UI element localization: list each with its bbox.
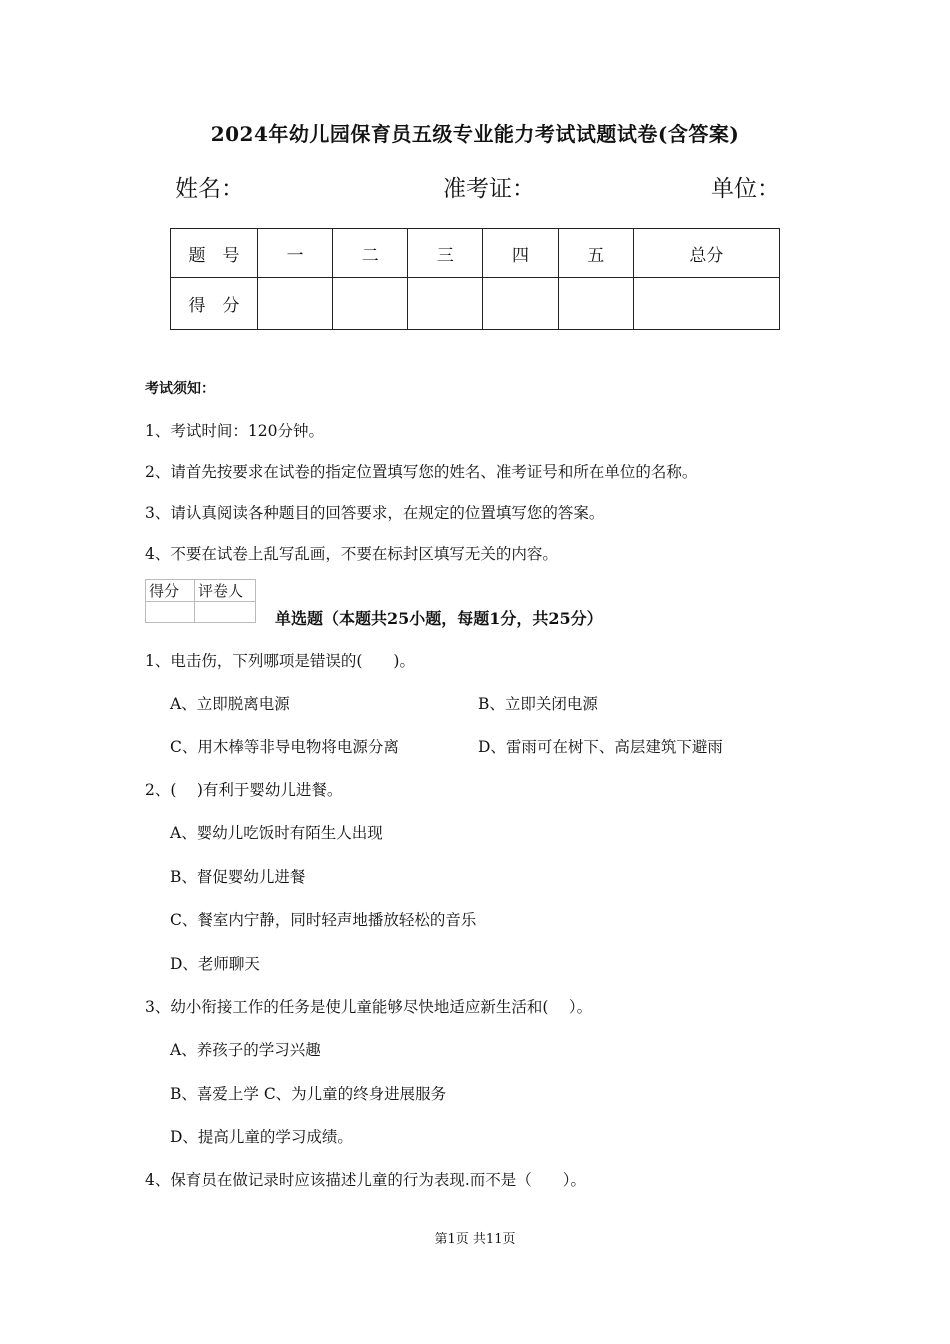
notice-title: 考试须知： [145,381,215,397]
question-option: B、立即关闭电源 [478,695,598,713]
score-header-cell: 五 [558,229,633,278]
score-cell [483,278,558,330]
score-table-score-row [171,278,780,330]
score-cell [333,278,408,330]
section-title: 单选题（本题共25小题，每题1分，共25分） [275,609,603,628]
score-header-cell: 一 [258,229,333,278]
notice-item: 3、请认真阅读各种题目的回答要求，在规定的位置填写您的答案。 [145,504,605,522]
question-stem: 4、保育员在做记录时应该描述儿童的行为表现.而不是（ ）。 [145,1171,587,1189]
name-label: 姓名： [175,176,244,202]
notice-item: 1、考试时间：120分钟。 [145,422,324,440]
score-table-header-row [171,229,780,278]
grader-reviewer-label: 评卷人 [195,580,256,602]
question-stem: 1、电击伤，下列哪项是错误的( )。 [145,652,415,670]
notice-item: 2、请首先按要求在试卷的指定位置填写您的姓名、准考证号和所在单位的名称。 [145,463,698,481]
score-header-cell: 二 [333,229,408,278]
score-header-cell: 题 号 [171,229,258,278]
question-option: B、督促婴幼儿进餐 [170,868,306,886]
score-header-cell: 四 [483,229,558,278]
notice-item: 4、不要在试卷上乱写乱画，不要在标封区填写无关的内容。 [145,545,558,563]
grader-reviewer-cell [195,602,256,623]
unit-label: 单位： [711,176,780,202]
question-option: A、立即脱离电源 [170,695,290,713]
score-cell [558,278,633,330]
candidate-info [175,170,785,204]
score-header-cell: 三 [408,229,483,278]
grader-score-label: 得分 [146,580,195,602]
question-option: D、老师聊天 [170,955,260,973]
question-option: C、用木棒等非导电物将电源分离 [170,738,399,756]
question-option: D、雷雨可在树下、高层建筑下避雨 [478,738,723,756]
score-cell [408,278,483,330]
question-option: D、提高儿童的学习成绩。 [170,1128,353,1146]
score-row-label: 得 分 [171,278,258,330]
score-cell [633,278,779,330]
page-footer: 第1页 共11页 [434,1232,516,1247]
page-title: 2024年幼儿园保育员五级专业能力考试试题试卷(含答案) [210,122,740,146]
question-stem: 3、幼小衔接工作的任务是使儿童能够尽快地适应新生活和( ）。 [145,998,593,1016]
score-table [170,228,780,330]
question-option: C、餐室内宁静，同时轻声地播放轻松的音乐 [170,911,477,929]
grader-score-cell [146,602,195,623]
exam-number-label: 准考证： [443,176,535,202]
score-cell [258,278,333,330]
question-option: A、养孩子的学习兴趣 [170,1041,321,1059]
question-stem: 2、( )有利于婴幼儿进餐。 [145,781,343,799]
score-header-cell: 总分 [633,229,779,278]
question-option: B、喜爱上学 C、为儿童的终身进展服务 [170,1085,447,1103]
grader-box [145,579,256,623]
question-option: A、婴幼儿吃饭时有陌生人出现 [170,824,383,842]
